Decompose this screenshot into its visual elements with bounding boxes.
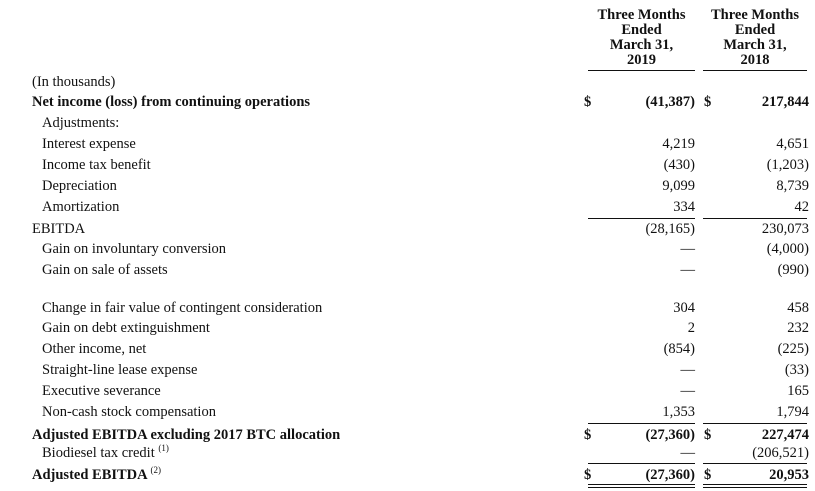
value-2018: 165 [787,383,809,399]
table-row-executive-severance [0,381,815,401]
row-label [42,443,169,463]
value-2018: (225) [777,341,809,357]
currency-symbol: $ [704,467,712,483]
row-label: Interest expense [42,136,136,152]
table-row-income-tax-benefit [0,155,815,175]
value-2018: (4,000) [766,241,809,257]
value-2019: 1,353 [662,404,695,420]
value-2019: (27,360) [645,467,695,483]
row-label: Depreciation [42,178,117,194]
value-2019: (854) [663,341,695,357]
row-label: Non-cash stock compensation [42,404,216,420]
table-row-stock-compensation [0,402,815,422]
value-2018: 217,844 [761,94,809,110]
row-label-text: Adjusted EBITDA [32,467,147,483]
header-line: March 31, [723,37,787,53]
value-2019: — [680,262,695,278]
row-label: Gain on debt extinguishment [42,320,210,336]
row-label: EBITDA [32,221,86,237]
value-2019: 9,099 [662,178,695,194]
table-row-ebitda [0,219,815,239]
subtotal-rule-2019 [588,463,695,464]
header-line: 2019 [627,52,656,68]
value-2018: 232 [787,320,809,336]
value-2019: — [680,383,695,399]
header-line: 2018 [740,52,770,68]
subtotal-rule-2018 [703,463,807,464]
header-line: Ended [621,22,662,38]
row-label: Amortization [42,199,120,215]
value-2018: 42 [794,199,809,215]
table-row-contingent-consideration [0,298,815,318]
units-label: (In thousands) [32,74,116,90]
table-row-adjustments [0,113,815,133]
table-row-gain-involuntary-conversion [0,239,815,259]
table-row-adjusted-ebitda [0,465,815,485]
column-header-2018 [703,8,807,68]
value-2018: (206,521) [752,445,809,461]
row-label: Gain on involuntary conversion [42,241,227,257]
row-label: Executive severance [42,383,161,399]
table-row-debt-extinguishment [0,318,815,338]
table-row-biodiesel-tax-credit [0,443,815,463]
value-2019: (41,387) [645,94,695,110]
total-double-rule-2018 [703,484,807,488]
header-line: Three Months [711,7,799,23]
value-2019: 334 [673,199,695,215]
header-line: Ended [734,22,776,38]
currency-symbol: $ [584,467,592,483]
value-2018: 1,794 [776,404,809,420]
row-label-text: Biodiesel tax credit [42,445,155,461]
value-2018: 4,651 [776,136,809,152]
header-underline-2018 [703,70,807,71]
row-label [32,465,161,485]
total-double-rule-2019 [588,484,695,488]
value-2019: (28,165) [645,221,695,237]
value-2018: (990) [777,262,809,278]
currency-symbol: $ [704,427,712,443]
table-row-adjusted-ebitda-excl-btc [0,425,815,445]
table-row-depreciation [0,176,815,196]
value-2018: (33) [784,362,809,378]
header-underline-2019 [588,70,695,71]
header-line: March 31, [609,37,674,53]
value-2018: (1,203) [766,157,809,173]
subtotal-rule-2018 [703,423,807,424]
currency-symbol: $ [584,427,592,443]
value-2018: 458 [787,300,809,316]
header-line: Three Months [597,7,686,23]
row-label: Adjusted EBITDA excluding 2017 BTC allocation [32,427,341,443]
row-label: Adjustments: [42,115,120,131]
table-row-gain-sale-of-assets [0,260,815,280]
value-2019: — [680,362,695,378]
row-label: Net income (loss) from continuing operations [32,94,311,110]
table-row-interest-expense [0,134,815,154]
footnote-ref: (1) [158,443,169,454]
table-row-other-income [0,339,815,359]
row-label: Other income, net [42,341,147,357]
currency-symbol: $ [584,94,592,110]
table-row-straight-line-lease [0,360,815,380]
table-row-net-income [0,92,815,112]
value-2019: 304 [673,300,695,316]
value-2018: 20,953 [769,467,809,483]
value-2019: 4,219 [662,136,695,152]
value-2019: 2 [687,320,695,336]
subtotal-rule-2019 [588,423,695,424]
row-label: Straight-line lease expense [42,362,198,378]
value-2019: (430) [663,157,695,173]
value-2018: 230,073 [761,221,809,237]
column-header-2019 [588,8,695,68]
currency-symbol: $ [704,94,712,110]
table-row-amortization [0,197,815,217]
value-2018: 227,474 [761,427,809,443]
value-2019: — [680,241,695,257]
value-2019: (27,360) [645,427,695,443]
row-label: Change in fair value of contingent consideration [42,300,323,316]
row-label: Gain on sale of assets [42,262,168,278]
value-2018: 8,739 [776,178,809,194]
row-label: Income tax benefit [42,157,151,173]
footnote-ref: (2) [150,465,161,476]
value-2019: — [680,445,695,461]
